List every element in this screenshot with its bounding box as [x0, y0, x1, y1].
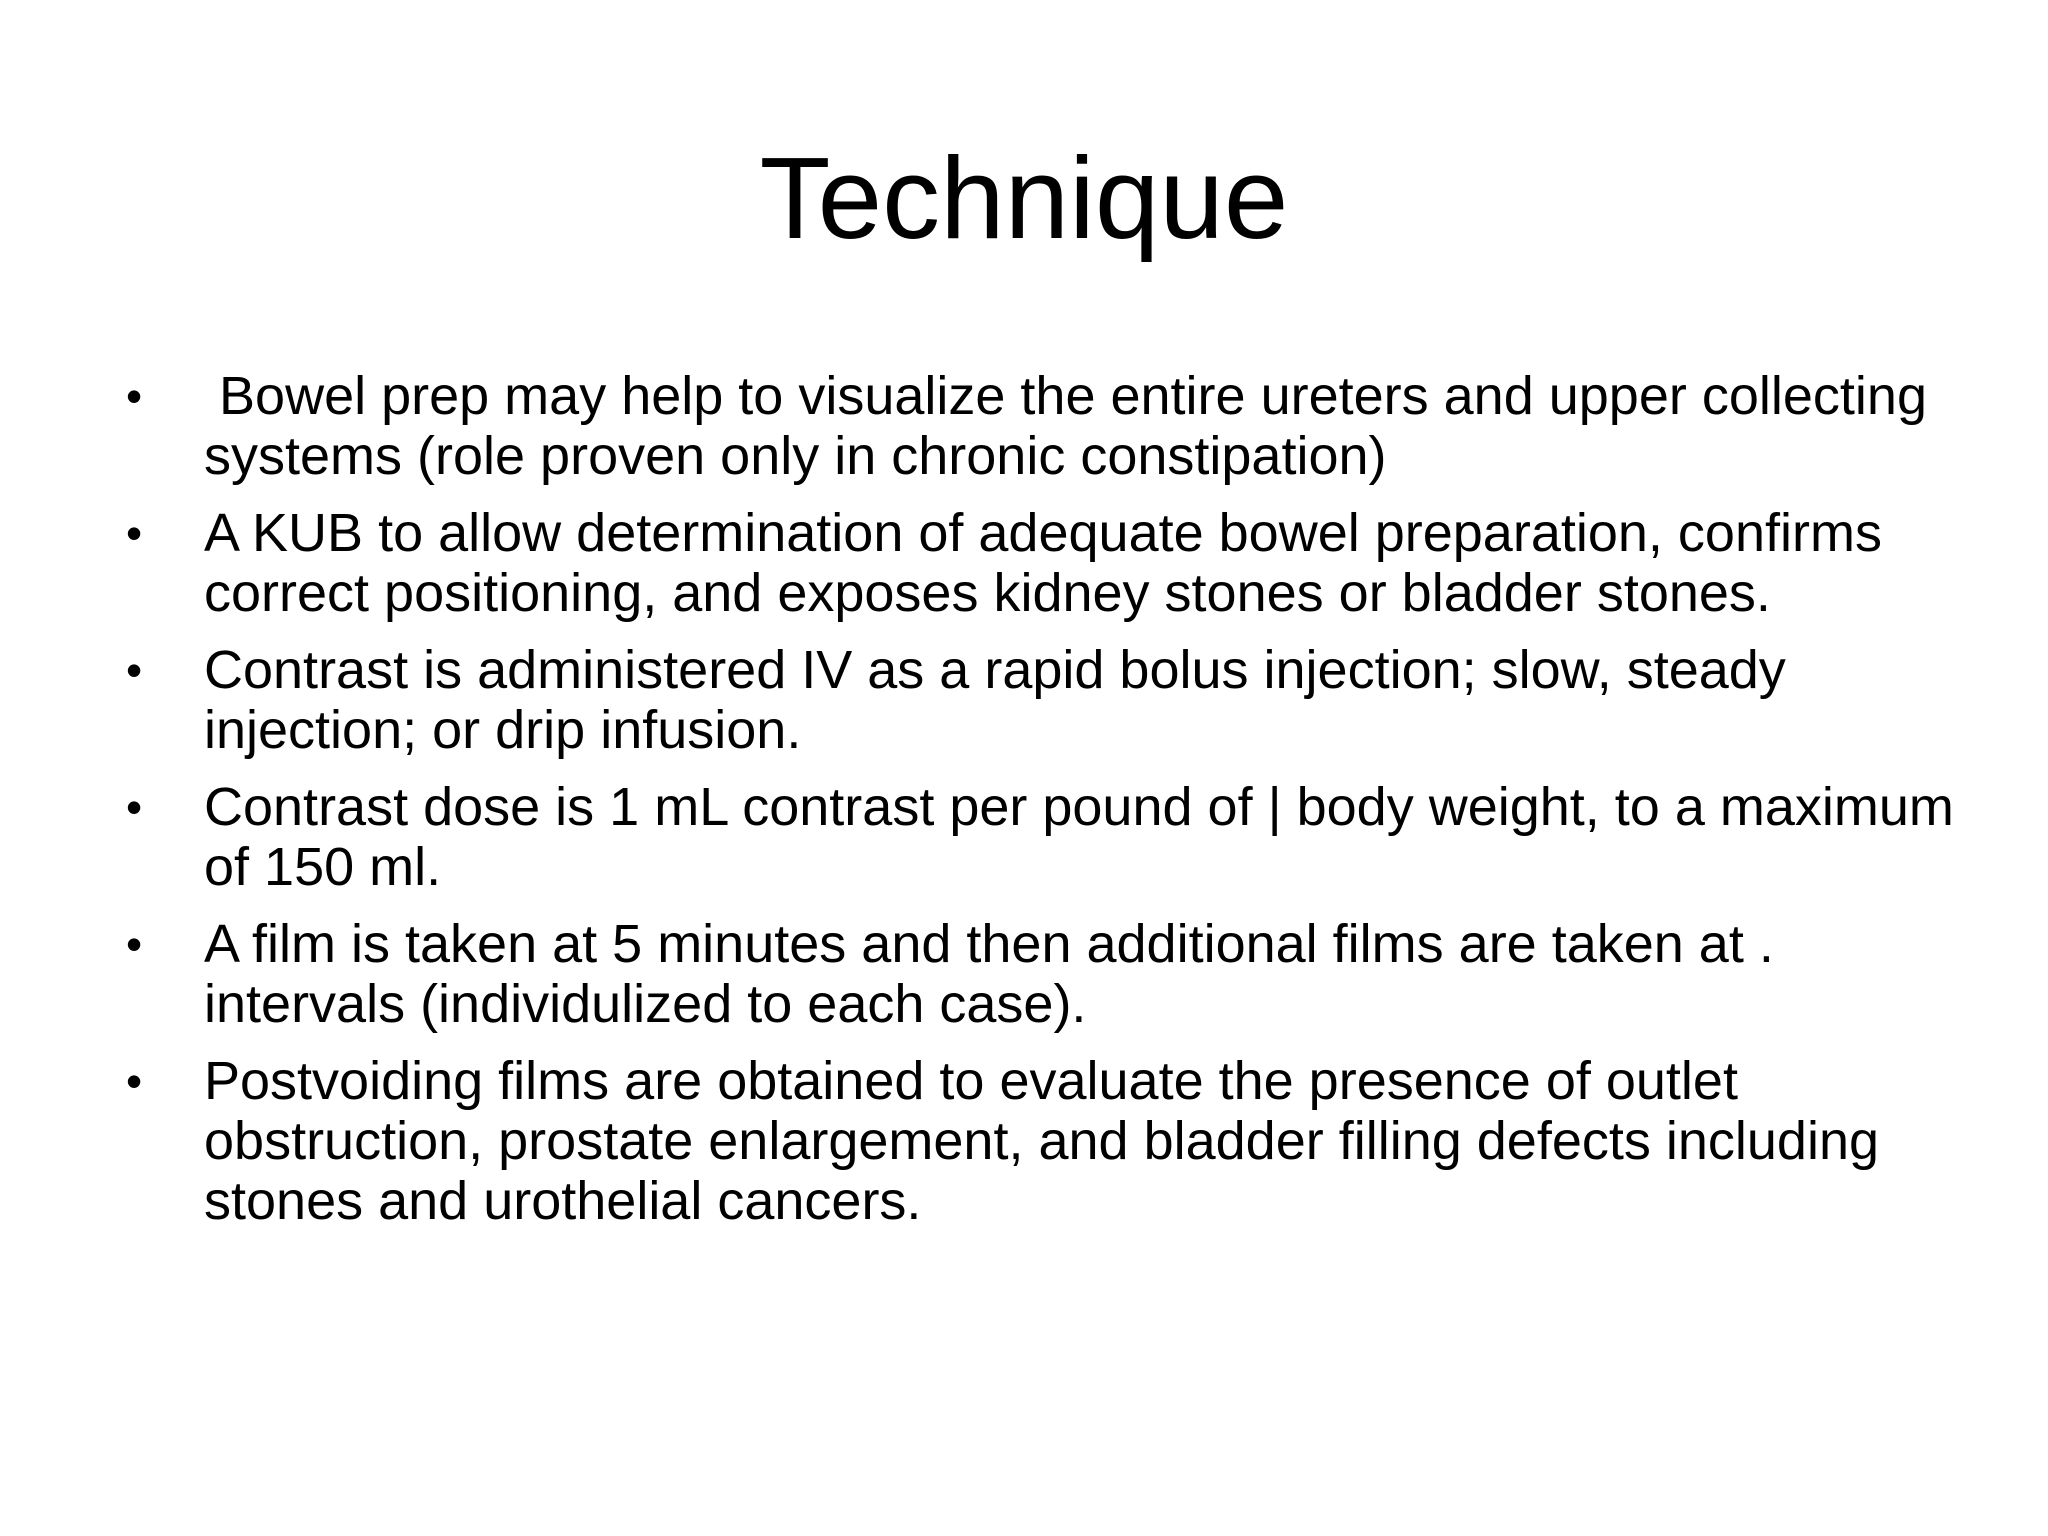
bullet-text: Contrast dose is 1 mL contrast per pound of | body weight, to a maximum of 150 ml.: [204, 777, 1954, 897]
bullet-list: [118, 366, 1978, 1248]
bullet-item-kub: [118, 503, 1978, 623]
bullet-item-postvoiding: [118, 1051, 1978, 1231]
bullet-dot-icon: •: [126, 644, 143, 696]
bullet-dot-icon: •: [126, 1055, 143, 1107]
bullet-dot-icon: •: [126, 507, 143, 559]
bullet-text: Bowel prep may help to visualize the entire ureters and upper collecting systems (role proven only in chronic constipation): [204, 366, 1942, 486]
bullet-dot-icon: •: [126, 781, 143, 833]
bullet-text: Contrast is administered IV as a rapid bolus injection; slow, steady injection; or drip infusion.: [204, 640, 1786, 760]
bullet-dot-icon: •: [126, 370, 143, 422]
bullet-item-contrast-admin: [118, 640, 1978, 760]
bullet-item-film-timing: [118, 914, 1978, 1034]
bullet-item-bowel-prep: [118, 366, 1978, 486]
bullet-dot-icon: •: [126, 918, 143, 970]
slide-title: Technique: [759, 133, 1289, 263]
bullet-item-contrast-dose: [118, 777, 1978, 897]
bullet-text: A KUB to allow determination of adequate bowel preparation, confirms correct positioning, and exposes kidney stones or bladder stones.: [204, 503, 1882, 623]
bullet-text: Postvoiding films are obtained to evaluate the presence of outlet obstruction, prostate enlargement, and bladder filling defects including stones and urothelial cancers.: [204, 1051, 1880, 1231]
bullet-text: A film is taken at 5 minutes and then additional films are taken at . intervals (individulized to each case).: [204, 914, 1774, 1034]
